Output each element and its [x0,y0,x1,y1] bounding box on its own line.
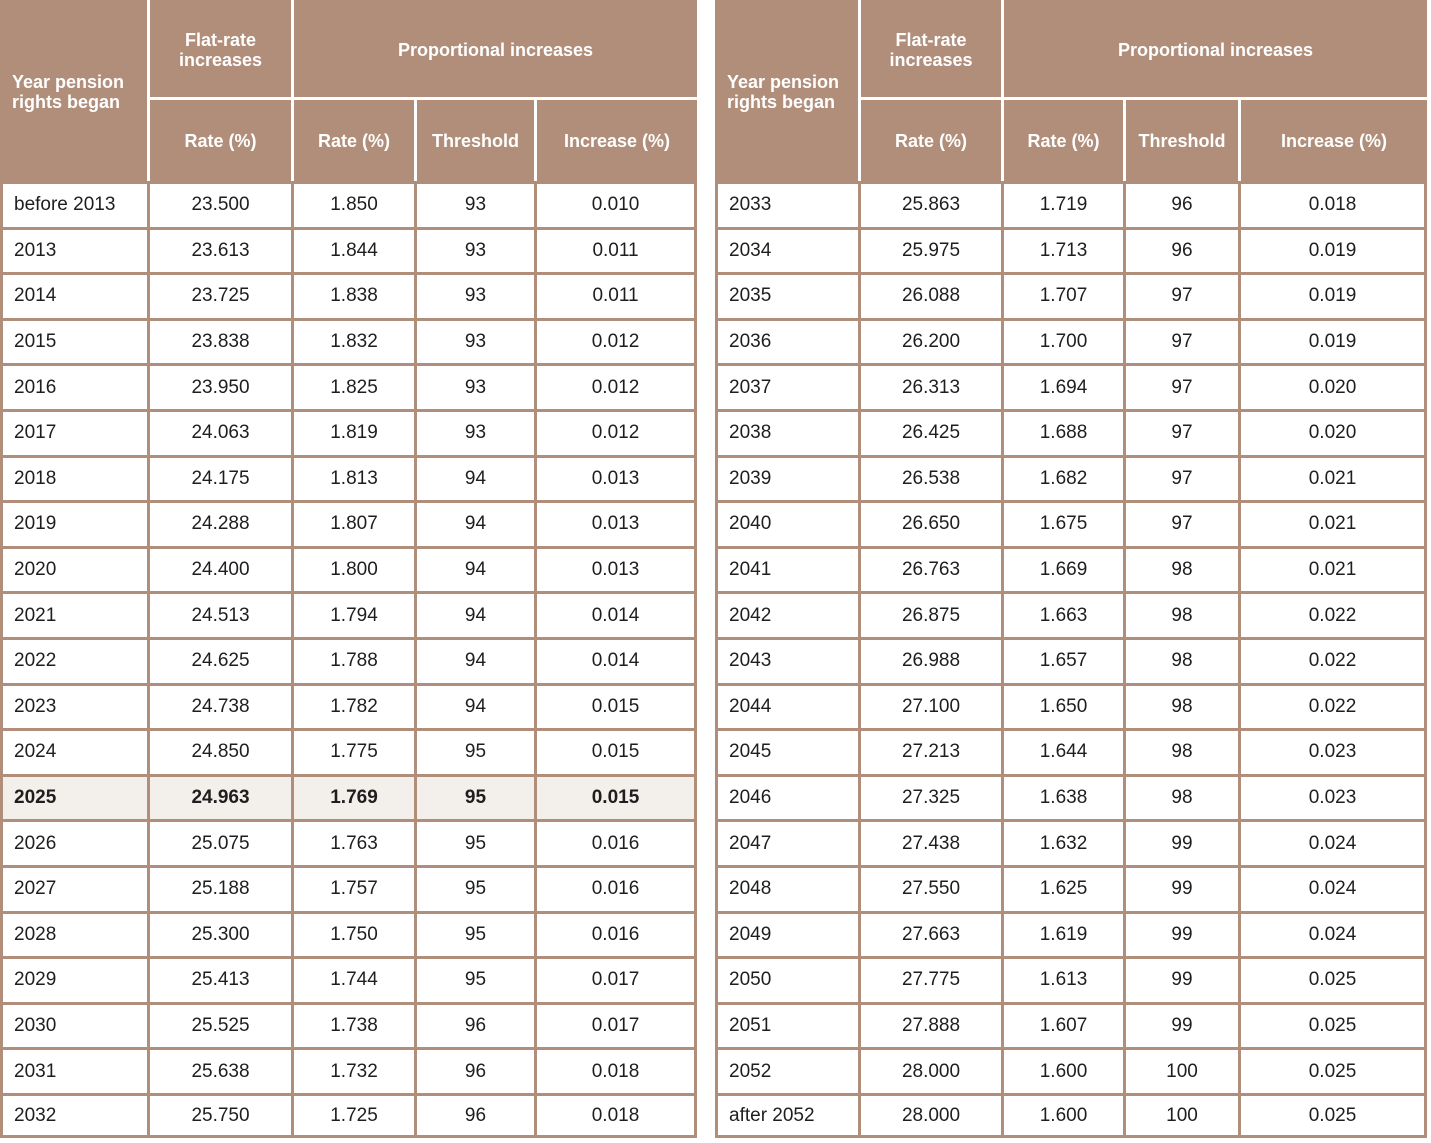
flat-rate-header: Flat-rate increases [150,0,294,100]
increase-header: Increase (%) [1241,100,1427,181]
increase-cell: 0.012 [537,409,697,455]
flat-rate-rate-header: Rate (%) [150,100,294,181]
proportional-rate-cell: 1.682 [1004,455,1126,501]
year-cell: 2031 [0,1047,150,1093]
increase-cell: 0.016 [537,865,697,911]
flat-rate-cell: 27.663 [861,911,1004,957]
proportional-rate-cell: 1.650 [1004,683,1126,729]
table-row [715,911,1427,957]
table-row [715,728,1427,774]
year-cell: 2038 [715,409,861,455]
proportional-rate-cell: 1.663 [1004,591,1126,637]
year-cell: 2016 [0,363,150,409]
table-row [0,728,697,774]
year-cell: before 2013 [0,181,150,227]
proportional-rate-cell: 1.844 [294,227,417,273]
increase-cell: 0.022 [1241,683,1427,729]
year-cell: 2050 [715,956,861,1002]
proportional-rate-cell: 1.675 [1004,500,1126,546]
flat-rate-cell: 24.513 [150,591,294,637]
threshold-cell: 97 [1126,363,1241,409]
proportional-rate-cell: 1.607 [1004,1002,1126,1048]
flat-rate-cell: 23.500 [150,181,294,227]
year-cell: 2033 [715,181,861,227]
increase-cell: 0.013 [537,500,697,546]
flat-rate-cell: 24.625 [150,637,294,683]
table-row [0,1047,697,1093]
increase-header: Increase (%) [537,100,697,181]
proportional-rate-cell: 1.725 [294,1093,417,1139]
proportional-rate-cell: 1.644 [1004,728,1126,774]
flat-rate-cell: 26.763 [861,546,1004,592]
threshold-cell: 99 [1126,956,1241,1002]
table-row [0,1002,697,1048]
table-row [715,409,1427,455]
increase-cell: 0.013 [537,455,697,501]
flat-rate-rate-header: Rate (%) [861,100,1004,181]
flat-rate-cell: 26.538 [861,455,1004,501]
increase-cell: 0.020 [1241,363,1427,409]
table-row [715,318,1427,364]
threshold-cell: 98 [1126,728,1241,774]
proportional-rate-cell: 1.719 [1004,181,1126,227]
year-cell: 2030 [0,1002,150,1048]
proportional-rate-cell: 1.600 [1004,1047,1126,1093]
increase-cell: 0.021 [1241,546,1427,592]
threshold-cell: 97 [1126,500,1241,546]
year-cell: 2040 [715,500,861,546]
flat-rate-cell: 27.100 [861,683,1004,729]
table-row [715,1047,1427,1093]
year-cell: 2013 [0,227,150,273]
flat-rate-cell: 27.550 [861,865,1004,911]
flat-rate-cell: 25.863 [861,181,1004,227]
proportional-rate-cell: 1.738 [294,1002,417,1048]
table-row [0,500,697,546]
flat-rate-header: Flat-rate increases [861,0,1004,100]
proportional-rate-cell: 1.694 [1004,363,1126,409]
table-row [0,819,697,865]
threshold-cell: 95 [417,865,537,911]
table-row [0,956,697,1002]
flat-rate-cell: 23.838 [150,318,294,364]
proportional-rate-cell: 1.813 [294,455,417,501]
threshold-cell: 98 [1126,546,1241,592]
threshold-cell: 93 [417,318,537,364]
flat-rate-cell: 27.888 [861,1002,1004,1048]
table-row [0,1093,697,1139]
table-row [0,911,697,957]
increase-cell: 0.022 [1241,591,1427,637]
flat-rate-cell: 27.213 [861,728,1004,774]
increase-cell: 0.011 [537,227,697,273]
threshold-cell: 100 [1126,1093,1241,1139]
year-cell: 2046 [715,774,861,820]
threshold-cell: 97 [1126,272,1241,318]
flat-rate-cell: 27.438 [861,819,1004,865]
table-row [0,455,697,501]
year-cell: 2020 [0,546,150,592]
flat-rate-cell: 26.425 [861,409,1004,455]
table-row [715,455,1427,501]
table-row [715,956,1427,1002]
proportional-rate-header: Rate (%) [1004,100,1126,181]
increase-cell: 0.011 [537,272,697,318]
proportional-rate-cell: 1.763 [294,819,417,865]
year-cell: 2051 [715,1002,861,1048]
proportional-rate-cell: 1.688 [1004,409,1126,455]
proportional-rate-cell: 1.750 [294,911,417,957]
increase-cell: 0.019 [1241,272,1427,318]
table-row [715,500,1427,546]
threshold-cell: 96 [417,1093,537,1139]
increase-cell: 0.023 [1241,774,1427,820]
threshold-cell: 93 [417,227,537,273]
proportional-rate-cell: 1.800 [294,546,417,592]
proportional-rate-cell: 1.788 [294,637,417,683]
threshold-cell: 99 [1126,911,1241,957]
year-cell: 2037 [715,363,861,409]
table-row [715,637,1427,683]
table-row [715,865,1427,911]
threshold-cell: 98 [1126,683,1241,729]
year-cell: 2015 [0,318,150,364]
increase-cell: 0.019 [1241,318,1427,364]
year-cell: 2039 [715,455,861,501]
table-row [715,227,1427,273]
threshold-cell: 100 [1126,1047,1241,1093]
year-cell: 2042 [715,591,861,637]
proportional-rate-cell: 1.600 [1004,1093,1126,1139]
flat-rate-cell: 26.650 [861,500,1004,546]
flat-rate-cell: 24.175 [150,455,294,501]
increase-cell: 0.024 [1241,865,1427,911]
proportional-rate-header: Rate (%) [294,100,417,181]
year-cell: 2048 [715,865,861,911]
year-cell: 2018 [0,455,150,501]
table-row [715,363,1427,409]
flat-rate-cell: 23.950 [150,363,294,409]
threshold-cell: 99 [1126,819,1241,865]
increase-cell: 0.018 [537,1047,697,1093]
threshold-cell: 94 [417,683,537,729]
threshold-cell: 96 [1126,181,1241,227]
increase-cell: 0.013 [537,546,697,592]
flat-rate-cell: 27.325 [861,774,1004,820]
increase-cell: 0.012 [537,363,697,409]
threshold-cell: 97 [1126,318,1241,364]
flat-rate-cell: 23.613 [150,227,294,273]
table-row [715,683,1427,729]
increase-cell: 0.016 [537,911,697,957]
threshold-cell: 93 [417,409,537,455]
table-row [0,683,697,729]
year-cell: 2049 [715,911,861,957]
year-column-header: Year pension rights began [0,0,150,181]
flat-rate-cell: 24.850 [150,728,294,774]
year-cell: 2044 [715,683,861,729]
year-cell: 2023 [0,683,150,729]
proportional-rate-cell: 1.732 [294,1047,417,1093]
year-cell: 2021 [0,591,150,637]
proportional-rate-cell: 1.700 [1004,318,1126,364]
proportional-rate-cell: 1.707 [1004,272,1126,318]
year-cell: 2029 [0,956,150,1002]
table-row [0,363,697,409]
increase-cell: 0.025 [1241,1047,1427,1093]
year-cell: 2032 [0,1093,150,1139]
proportional-rate-cell: 1.838 [294,272,417,318]
increase-cell: 0.015 [537,774,697,820]
proportional-rate-cell: 1.775 [294,728,417,774]
flat-rate-cell: 27.775 [861,956,1004,1002]
year-cell: 2043 [715,637,861,683]
proportional-rate-cell: 1.669 [1004,546,1126,592]
threshold-header: Threshold [1126,100,1241,181]
flat-rate-cell: 26.988 [861,637,1004,683]
increase-cell: 0.024 [1241,911,1427,957]
threshold-cell: 95 [417,956,537,1002]
proportional-rate-cell: 1.625 [1004,865,1126,911]
increase-cell: 0.010 [537,181,697,227]
increase-cell: 0.025 [1241,956,1427,1002]
flat-rate-cell: 24.063 [150,409,294,455]
year-column-header: Year pension rights began [715,0,861,181]
increase-cell: 0.025 [1241,1002,1427,1048]
year-cell: 2034 [715,227,861,273]
table-row [715,1093,1427,1139]
table-row [715,181,1427,227]
threshold-cell: 97 [1126,409,1241,455]
pension-table-left [0,0,697,1138]
threshold-cell: 93 [417,181,537,227]
threshold-cell: 98 [1126,637,1241,683]
proportional-rate-cell: 1.638 [1004,774,1126,820]
increase-cell: 0.014 [537,637,697,683]
flat-rate-cell: 26.088 [861,272,1004,318]
threshold-cell: 93 [417,363,537,409]
flat-rate-cell: 28.000 [861,1093,1004,1139]
table-row [0,591,697,637]
threshold-cell: 94 [417,455,537,501]
year-cell: 2028 [0,911,150,957]
table-row [0,409,697,455]
threshold-cell: 93 [417,272,537,318]
threshold-cell: 95 [417,911,537,957]
year-cell: 2022 [0,637,150,683]
proportional-rate-cell: 1.825 [294,363,417,409]
flat-rate-cell: 24.738 [150,683,294,729]
table-row [715,272,1427,318]
threshold-cell: 94 [417,546,537,592]
table-row [0,227,697,273]
threshold-cell: 95 [417,774,537,820]
increase-cell: 0.023 [1241,728,1427,774]
proportional-rate-cell: 1.619 [1004,911,1126,957]
proportional-header: Proportional increases [1004,0,1427,100]
year-cell: 2024 [0,728,150,774]
proportional-rate-cell: 1.819 [294,409,417,455]
increase-cell: 0.015 [537,728,697,774]
proportional-rate-cell: 1.757 [294,865,417,911]
flat-rate-cell: 25.188 [150,865,294,911]
threshold-cell: 98 [1126,591,1241,637]
threshold-cell: 94 [417,591,537,637]
table-row [0,181,697,227]
table-row [715,1002,1427,1048]
flat-rate-cell: 26.313 [861,363,1004,409]
table-row [0,774,697,820]
flat-rate-cell: 24.288 [150,500,294,546]
increase-cell: 0.019 [1241,227,1427,273]
threshold-cell: 96 [417,1047,537,1093]
proportional-rate-cell: 1.807 [294,500,417,546]
threshold-cell: 94 [417,500,537,546]
threshold-cell: 99 [1126,865,1241,911]
flat-rate-cell: 25.413 [150,956,294,1002]
flat-rate-cell: 28.000 [861,1047,1004,1093]
flat-rate-cell: 25.975 [861,227,1004,273]
increase-cell: 0.021 [1241,500,1427,546]
proportional-rate-cell: 1.744 [294,956,417,1002]
increase-cell: 0.022 [1241,637,1427,683]
table-row [715,546,1427,592]
year-cell: 2014 [0,272,150,318]
table-row [715,819,1427,865]
increase-cell: 0.014 [537,591,697,637]
flat-rate-cell: 25.525 [150,1002,294,1048]
threshold-cell: 98 [1126,774,1241,820]
proportional-rate-cell: 1.832 [294,318,417,364]
threshold-cell: 99 [1126,1002,1241,1048]
table-row [0,318,697,364]
year-cell: 2052 [715,1047,861,1093]
flat-rate-cell: 25.638 [150,1047,294,1093]
increase-cell: 0.017 [537,1002,697,1048]
threshold-cell: 95 [417,728,537,774]
year-cell: 2026 [0,819,150,865]
proportional-rate-cell: 1.632 [1004,819,1126,865]
flat-rate-cell: 24.400 [150,546,294,592]
threshold-cell: 96 [417,1002,537,1048]
threshold-cell: 94 [417,637,537,683]
proportional-rate-cell: 1.794 [294,591,417,637]
increase-cell: 0.017 [537,956,697,1002]
flat-rate-cell: 25.300 [150,911,294,957]
proportional-rate-cell: 1.769 [294,774,417,820]
table-row [0,865,697,911]
proportional-rate-cell: 1.850 [294,181,417,227]
increase-cell: 0.012 [537,318,697,364]
year-cell: after 2052 [715,1093,861,1139]
increase-cell: 0.015 [537,683,697,729]
threshold-cell: 96 [1126,227,1241,273]
year-cell: 2041 [715,546,861,592]
year-cell: 2045 [715,728,861,774]
increase-cell: 0.018 [1241,181,1427,227]
increase-cell: 0.025 [1241,1093,1427,1139]
increase-cell: 0.024 [1241,819,1427,865]
flat-rate-cell: 26.875 [861,591,1004,637]
table-row [0,637,697,683]
flat-rate-cell: 25.750 [150,1093,294,1139]
flat-rate-cell: 23.725 [150,272,294,318]
year-cell: 2025 [0,774,150,820]
proportional-rate-cell: 1.613 [1004,956,1126,1002]
table-row [0,546,697,592]
proportional-rate-cell: 1.713 [1004,227,1126,273]
flat-rate-cell: 24.963 [150,774,294,820]
year-cell: 2047 [715,819,861,865]
increase-cell: 0.021 [1241,455,1427,501]
increase-cell: 0.018 [537,1093,697,1139]
pension-table-right [715,0,1427,1138]
year-cell: 2019 [0,500,150,546]
threshold-cell: 97 [1126,455,1241,501]
threshold-cell: 95 [417,819,537,865]
proportional-rate-cell: 1.657 [1004,637,1126,683]
threshold-header: Threshold [417,100,537,181]
year-cell: 2036 [715,318,861,364]
increase-cell: 0.020 [1241,409,1427,455]
flat-rate-cell: 26.200 [861,318,1004,364]
table-row [0,272,697,318]
proportional-header: Proportional increases [294,0,697,100]
year-cell: 2035 [715,272,861,318]
proportional-rate-cell: 1.782 [294,683,417,729]
table-row [715,774,1427,820]
flat-rate-cell: 25.075 [150,819,294,865]
table-row [715,591,1427,637]
year-cell: 2027 [0,865,150,911]
year-cell: 2017 [0,409,150,455]
increase-cell: 0.016 [537,819,697,865]
